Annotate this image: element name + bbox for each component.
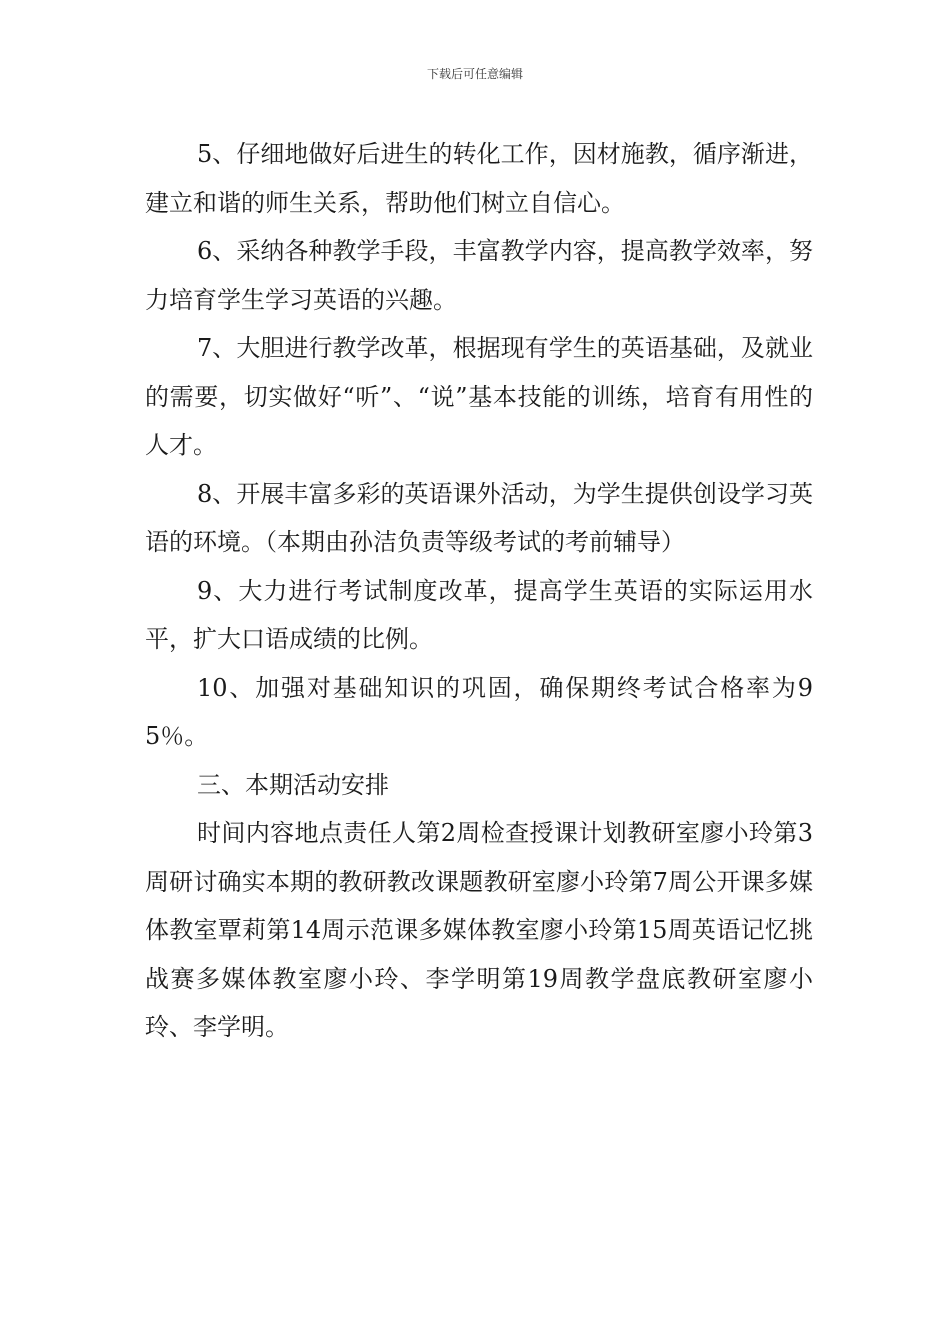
- paragraph-item-6: 6、采纳各种教学手段，丰富教学内容，提高教学效率，努力培育学生学习英语的兴趣。: [145, 237, 813, 314]
- paragraph-item-8: 8、开展丰富多彩的英语课外活动，为学生提供创设学习英语的环境。（本期由孙洁负责等级考试的考前辅导）: [145, 479, 813, 556]
- page-header-note: 下载后可任意编辑: [426, 67, 523, 81]
- section-heading-activities: 三、本期活动安排: [197, 770, 389, 799]
- paragraph-item-10: 10、加强对基础知识的巩固，确保期终考试合格率为95％。: [145, 673, 813, 750]
- paragraph-item-5: 5、仔细地做好后进生的转化工作，因材施教，循序渐进，建立和谐的师生关系，帮助他们树立自信心。: [145, 140, 813, 217]
- paragraph-item-7: 7、大胆进行教学改革，根据现有学生的英语基础，及就业的需要，切实做好“听”、“说”基本技能的训练，培育有用性的人才。: [145, 334, 813, 459]
- document-body: [145, 130, 813, 1052]
- paragraph-item-9: 9、大力进行考试制度改革，提高学生英语的实际运用水平，扩大口语成绩的比例。: [145, 576, 813, 653]
- activity-schedule-text: 时间内容地点责任人第2周检查授课计划教研室廖小玲第3周研讨确实本期的教研教改课题教研室廖小玲第7周公开课多媒体教室覃莉第14周示范课多媒体教室廖小玲第15周英语记忆挑战赛多媒体教室廖小玲、李学明第19周教学盘底教研室廖小玲、李学明。: [145, 819, 813, 1041]
